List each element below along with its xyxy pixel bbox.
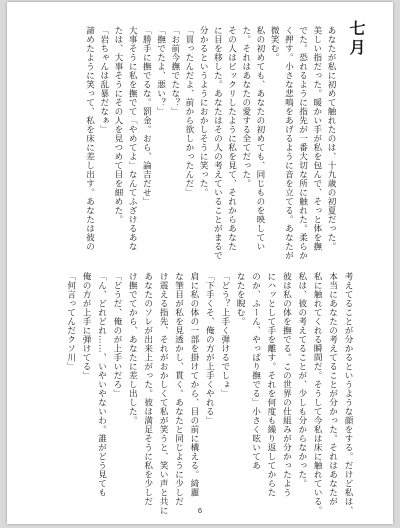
text-line: 私に触れてくれる瞬間だ。そうして今私は床に触れている。 (312, 272, 323, 515)
text-line: 「お前今撫でたな？」 (169, 26, 180, 116)
book-page (7, 2, 393, 524)
text-line: あなたが私に初めて触れたのは、十九歳の初夏だった。 (326, 26, 336, 251)
text-line: く押す。小さな悲鳴をあげるように音を立てる。あなたが (283, 26, 294, 260)
text-line: け震える指先、それがおかしくて私が笑うと、笑い声と共に (158, 272, 169, 515)
text-line: たは、大事そうにその人を見つめて目を細めた。 (112, 26, 123, 224)
text-line: 「ん、どれどれ……、いやいやないわ。誰がどう見ても (96, 272, 107, 497)
text-line: 本当にあなたの考えてることが分かった。それはあなたが (327, 272, 338, 506)
text-line: 「撫でたよ、悪い？」 (155, 26, 166, 116)
text-line: に目を移した。あなたはその人の考えていることがまるで (212, 26, 223, 260)
page-number: 6 (197, 506, 203, 515)
text-line: け撫でてから、あなたに差し出した。 (127, 272, 138, 425)
text-line: なたを睨む。 (235, 272, 246, 326)
text-line: にハッとして手を離す。それを何度も繰り返してからた (265, 272, 276, 497)
text-line: 「買ったんだよ、前から欲しかったんだ」 (183, 26, 194, 197)
text-line: 「どうだ、俺のが上手いだろ」 (111, 272, 122, 398)
text-line: 微笑む。 (269, 26, 280, 62)
text-line: でた。恐れるように指先が一番大切な所に触れた。柔らか (297, 26, 308, 260)
text-line: 分かるというようにおかしそうに笑った。 (198, 26, 209, 197)
text-line: 「どう？上手く弾けるでしょ」 (219, 272, 230, 398)
text-line: その人はビックリしたように私を見て、それからあなた (226, 26, 237, 251)
text-line: 私の初めても、あなたの初めても、同じものを映してい (254, 26, 265, 251)
text-line: 俺の方が上手に弾けてる」 (81, 272, 92, 380)
text-line: のか、ふーん、やっぱり撫でる」小さく呟いてあ (250, 272, 261, 470)
text-line: 「勝手に撫でるな。罰金。おら、論吉だせ」 (141, 26, 152, 206)
text-line: あなたのソレが出来上がった。彼は満足そうに私を少しだ (142, 272, 153, 506)
text-line: 「岩ちゃんは乱暴だなぁ」 (98, 26, 109, 134)
upper-text-column (68, 26, 338, 258)
text-line: 考えてることが分かるというような顔をする。だけど私は、 (343, 272, 353, 515)
lower-text-column (65, 272, 355, 515)
text-line: 「何言ってんだクソ川」 (65, 272, 76, 371)
text-line: 「下手くそ、俺の方が上手くやれる」 (204, 272, 215, 425)
text-line: 彼は私の体を撫でる。この世界の仕組みが分かったよう (281, 272, 292, 497)
text-line: な筆目が私を見透かし、貫く。あなたと同じように少しだ (173, 272, 184, 506)
text-line: 大事そうに私を撫でて「やめてよ」なんてふざけるあな (127, 26, 138, 251)
text-line: た。それはあなたの愛する全てだった。 (240, 26, 251, 188)
text-line: 諦めたように笑って、私を床に差し出す。あなたは彼の (84, 26, 95, 251)
chapter-title: 七月 (347, 20, 366, 58)
text-line: 私は、彼の考えてることが、少しも分からなかった。 (296, 272, 307, 488)
text-line: 美しい指だった。暖かい手が私を包んで、そっと体を撫 (311, 26, 322, 251)
text-line: 肩に私の体の一部を掛けてから、目の前に構える。綺麗 (188, 272, 199, 497)
